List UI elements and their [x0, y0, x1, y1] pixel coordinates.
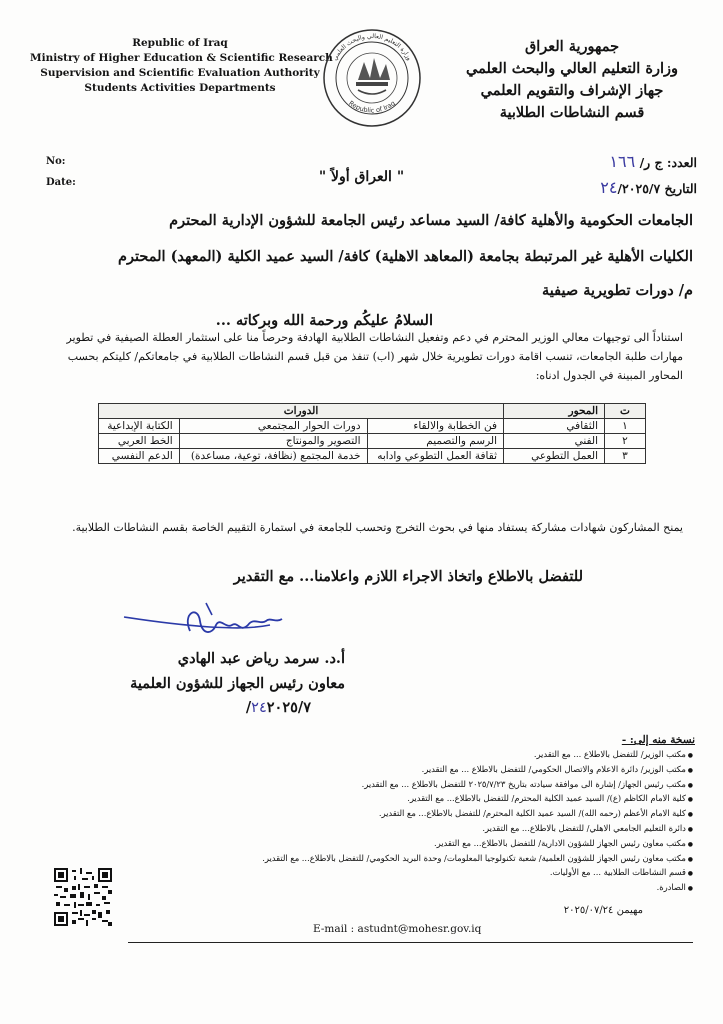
ar-number-value: ١٦٦	[609, 152, 636, 171]
ar-date-handwritten: ٢٤	[600, 178, 618, 197]
signature-date-handwritten: ٢٤	[251, 700, 267, 716]
svg-text:Republic of Iraq	[347, 99, 397, 114]
footer-email: E-mail : astudnt@mohesr.gov.iq	[313, 923, 482, 935]
address-line-2: الكليات الأهلية غير المرتبطة بجامعة (المعاهد الاهلية) كافة/ السيد عميد الكلية (المعهد) المحترم	[117, 248, 693, 265]
table-header-axis: المحور	[504, 404, 605, 419]
ar-number-label: العدد: ج ر/	[639, 155, 697, 170]
signature-date	[246, 699, 311, 716]
header-en-line: Ministry of Higher Education & Scientific Research	[30, 52, 333, 64]
subject-line: م/ دورات تطويرية صيفية	[542, 282, 693, 299]
ministry-seal-logo	[322, 28, 422, 128]
table-cell: دورات الحوار المجتمعي	[179, 419, 367, 434]
list-item: ● كلية الامام الأعظم (رحمه الله)/ السيد عميد الكلية المحترم/ للتفضل بالاطلاع... مع التقدير.	[133, 807, 693, 822]
table-cell: ٢	[605, 434, 646, 449]
list-item: ● مكتب معاون رئيس الجهاز للشؤون العلمية/ شعبة تكنولوجيا المعلومات/ وحدة البريد الحكومي/ للتفضل بالاطلاع... مع التقدير.	[133, 852, 693, 867]
address-line-1: الجامعات الحكومية والأهلية كافة/ السيد مساعد رئيس الجامعة للشؤون الإدارية المحترم	[169, 212, 693, 229]
table-cell: فن الخطابة والالقاء	[367, 419, 504, 434]
signature-date-printed: ٢٠٢٥/٧/	[245, 699, 311, 716]
list-item: ● مكتب معاون رئيس الجهاز للشؤون الادارية/ للتفضل بالاطلاع... مع التقدير.	[133, 837, 693, 852]
header-en-line: Republic of Iraq	[132, 37, 228, 49]
handwritten-signature	[120, 595, 290, 653]
ar-date-label: التاريخ	[664, 181, 697, 196]
header-ar-line: جهاز الإشراف والتقويم العلمي	[480, 82, 664, 99]
list-item: ● دائرة التعليم الجامعي الاهلي/ للتفضل بالاطلاع... مع التقدير.	[133, 822, 693, 837]
list-item: ● كلية الامام الكاظم (ع)/ السيد عميد الكلية المحترم/ للتفضل بالاطلاع... مع التقدير.	[133, 792, 693, 807]
svg-text:وزارة التعليم العالي والبحث ال	[331, 33, 412, 62]
table-header-row	[99, 404, 646, 419]
body-paragraph: استناداً الى توجيهات معالي الوزير المحترم في دعم وتفعيل النشاطات الطلابية الهادفة وحرصاً منا على استثمار العطلة الصيفية في تطوير مهارات طلبة الجامعات، تنسب اقامة دورات تطويرية خلال شهر (اب) تنفذ من قبل قسم النشاطات الطلابية في جامعاتكم/ كليتكم بحسب المحاور المبينة في الجدول ادناه:	[66, 331, 683, 382]
copies-heading: نسخة منه إلى: -	[621, 734, 695, 746]
greeting: السلامُ عليكُم ورحمة الله وبركاته ...	[215, 312, 433, 329]
header-english	[30, 36, 333, 96]
qr-code	[54, 868, 112, 926]
table-cell: الدعم النفسي	[99, 449, 180, 464]
table-row	[99, 419, 646, 434]
ar-date	[600, 178, 697, 197]
slogan: " العراق أولاً "	[318, 169, 405, 185]
list-item: ● قسم النشاطات الطلابية ... مع الأوليات.	[133, 866, 693, 881]
no-label: No:	[46, 156, 66, 167]
table-row	[99, 449, 646, 464]
list-item: ● الصادرة.	[133, 881, 693, 896]
table-row	[99, 434, 646, 449]
table-cell: ثقافة العمل التطوعي وادابه	[367, 449, 504, 464]
header-en-line: Students Activities Departments	[84, 82, 276, 94]
note-paragraph: يمنح المشاركون شهادات مشاركة يستفاد منها في بحوث التخرج وتحسب للجامعة في استمارة التقييم الخاصة بقسم النشاطات الطلابية.	[72, 521, 683, 534]
date-label: Date:	[46, 177, 76, 188]
courses-table	[98, 403, 646, 464]
table-cell: ٣	[605, 449, 646, 464]
table-cell: الكتابة الإبداعية	[99, 419, 180, 434]
header-en-line: Supervision and Scientific Evaluation Authority	[40, 67, 320, 79]
signatory-name: أ.د. سرمد رياض عبد الهادي	[177, 650, 345, 667]
list-item: ● مكتب رئيس الجهاز/ إشارة الى موافقة سيادته بتاريخ ٢٠٢٥/٧/٢٣ للتفضل بالاطلاع ... مع التقدير.	[133, 778, 693, 793]
header-ar-line: قسم النشاطات الطلابية	[499, 104, 645, 121]
seal-text-top: وزارة التعليم العالي والبحث العلمي	[331, 32, 413, 62]
table-header-courses: الدورات	[99, 404, 504, 419]
table-cell: ١	[605, 419, 646, 434]
table-cell: الرسم والتصميم	[367, 434, 504, 449]
header-ar-line: جمهورية العراق	[524, 38, 620, 55]
table-cell: العمل التطوعي	[504, 449, 605, 464]
table-cell: الخط العربي	[99, 434, 180, 449]
footer-divider	[128, 942, 693, 943]
header-arabic	[447, 36, 697, 124]
table-cell: التصوير والمونتاج	[179, 434, 367, 449]
ar-date-printed: /٢٠٢٥/٧	[617, 181, 661, 196]
closing-line: للتفضل بالاطلاع واتخاذ الاجراء اللازم واعلامنا... مع التقدير	[233, 568, 583, 585]
table-header-t: ت	[605, 404, 646, 419]
signatory-title: معاون رئيس الجهاز للشؤون العلمية	[130, 675, 345, 692]
copies-list	[133, 748, 693, 896]
footer-date: مهيمن ٢٠٢٥/٠٧/٢٤	[563, 905, 643, 916]
table-cell: الثقافي	[504, 419, 605, 434]
list-item: ● مكتب الوزير/ للتفضل بالاطلاع ... مع التقدير.	[133, 748, 693, 763]
table-cell: خدمة المجتمع (نظافة، توعية، مساعدة)	[179, 449, 367, 464]
seal-text-bottom: Republic of Iraq	[347, 99, 397, 115]
list-item: ● مكتب الوزير/ دائرة الاعلام والاتصال الحكومي/ للتفضل بالاطلاع ... مع التقدير.	[133, 763, 693, 778]
table-cell: الفني	[504, 434, 605, 449]
header-ar-line: وزارة التعليم العالي والبحث العلمي	[466, 60, 678, 77]
